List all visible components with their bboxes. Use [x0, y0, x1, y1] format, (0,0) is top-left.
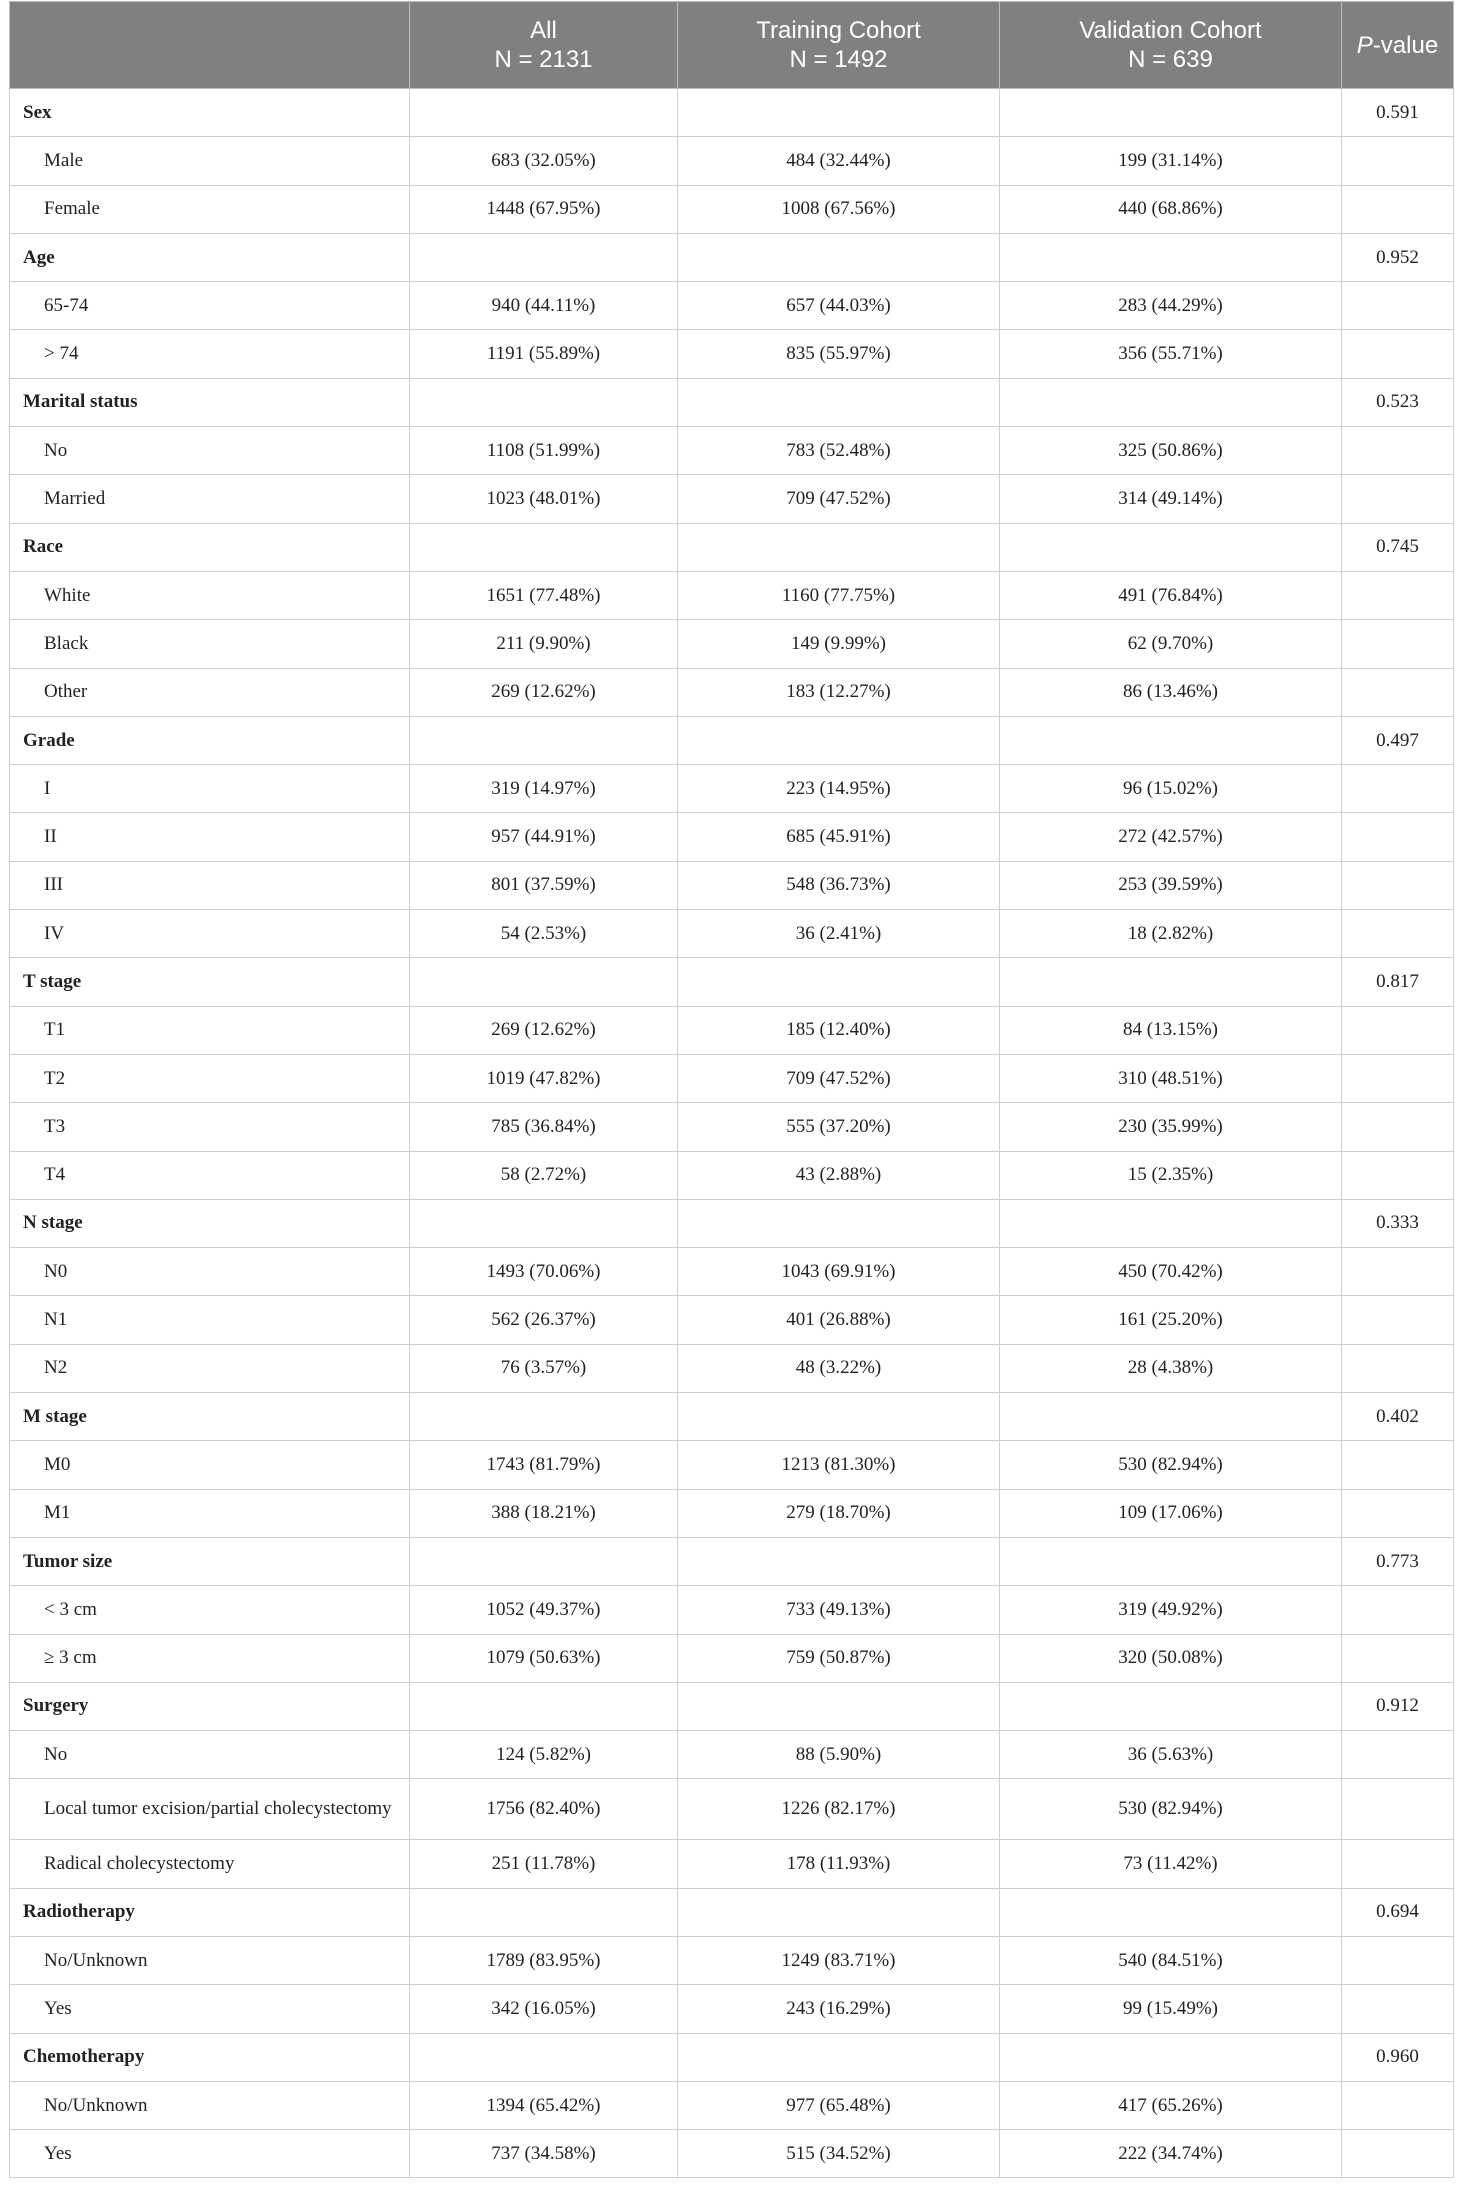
group-label: Radiotherapy: [10, 1888, 410, 1936]
cell-validation: 28 (4.38%): [1000, 1344, 1342, 1392]
cell-pvalue: 0.773: [1342, 1537, 1454, 1585]
table-row: [10, 2081, 1454, 2129]
cell-all: 1743 (81.79%): [410, 1441, 678, 1489]
table-row: [10, 910, 1454, 958]
cell-pvalue: [1342, 2081, 1454, 2129]
cell-pvalue: [1342, 1586, 1454, 1634]
table-row: [10, 620, 1454, 668]
cell-validation: 15 (2.35%): [1000, 1151, 1342, 1199]
cell-training: [678, 523, 1000, 571]
cell-training: 548 (36.73%): [678, 861, 1000, 909]
cell-validation: 222 (34.74%): [1000, 2130, 1342, 2178]
cell-training: [678, 1682, 1000, 1730]
cell-pvalue: [1342, 910, 1454, 958]
table-row: [10, 1103, 1454, 1151]
cell-validation: [1000, 233, 1342, 281]
cell-training: 401 (26.88%): [678, 1296, 1000, 1344]
cell-all: [410, 716, 678, 764]
table-row: [10, 1344, 1454, 1392]
cell-all: 211 (9.90%): [410, 620, 678, 668]
item-label: Other: [10, 668, 410, 716]
cell-pvalue: [1342, 1936, 1454, 1984]
cell-pvalue: [1342, 813, 1454, 861]
cell-training: 1160 (77.75%): [678, 571, 1000, 619]
item-label: M1: [10, 1489, 410, 1537]
cell-pvalue: [1342, 1779, 1454, 1840]
table-row: [10, 185, 1454, 233]
cell-all: 1023 (48.01%): [410, 475, 678, 523]
cell-all: 1651 (77.48%): [410, 571, 678, 619]
cell-validation: 18 (2.82%): [1000, 910, 1342, 958]
cell-training: 977 (65.48%): [678, 2081, 1000, 2129]
item-label: White: [10, 571, 410, 619]
cell-validation: 62 (9.70%): [1000, 620, 1342, 668]
group-label: M stage: [10, 1393, 410, 1441]
cell-validation: 230 (35.99%): [1000, 1103, 1342, 1151]
cell-all: [410, 1199, 678, 1247]
table-row: [10, 1489, 1454, 1537]
header-pvalue-rest: -value: [1372, 31, 1439, 59]
table-row: [10, 475, 1454, 523]
cell-all: 1394 (65.42%): [410, 2081, 678, 2129]
item-label: T1: [10, 1006, 410, 1054]
item-label: T4: [10, 1151, 410, 1199]
cell-all: 1019 (47.82%): [410, 1054, 678, 1102]
table-row: [10, 1248, 1454, 1296]
cell-pvalue: [1342, 1054, 1454, 1102]
cell-all: [410, 1888, 678, 1936]
cell-all: 1789 (83.95%): [410, 1936, 678, 1984]
table-row: [10, 1441, 1454, 1489]
cell-training: 709 (47.52%): [678, 475, 1000, 523]
item-label: Male: [10, 137, 410, 185]
cell-pvalue: [1342, 185, 1454, 233]
item-label: No/Unknown: [10, 1936, 410, 1984]
table-row: [10, 330, 1454, 378]
cell-all: 319 (14.97%): [410, 765, 678, 813]
table-row: [10, 282, 1454, 330]
table-row: [10, 1586, 1454, 1634]
table-row: [10, 1151, 1454, 1199]
table-row: [10, 1054, 1454, 1102]
cell-pvalue: [1342, 765, 1454, 813]
item-label: T2: [10, 1054, 410, 1102]
header-variable: [10, 2, 410, 89]
cell-training: [678, 89, 1000, 137]
cell-training: 709 (47.52%): [678, 1054, 1000, 1102]
cell-training: [678, 716, 1000, 764]
header-all-title: All: [530, 17, 557, 44]
cell-validation: [1000, 89, 1342, 137]
cell-training: 183 (12.27%): [678, 668, 1000, 716]
cell-all: [410, 233, 678, 281]
cell-training: [678, 958, 1000, 1006]
group-row: [10, 1393, 1454, 1441]
table-row: [10, 813, 1454, 861]
header-row: [10, 2, 1454, 89]
cell-validation: [1000, 958, 1342, 1006]
cell-validation: 491 (76.84%): [1000, 571, 1342, 619]
cell-all: [410, 523, 678, 571]
cell-pvalue: [1342, 620, 1454, 668]
group-label: Surgery: [10, 1682, 410, 1730]
cell-pvalue: 0.817: [1342, 958, 1454, 1006]
cell-training: 783 (52.48%): [678, 427, 1000, 475]
cell-pvalue: [1342, 137, 1454, 185]
table-row: [10, 765, 1454, 813]
cell-training: [678, 233, 1000, 281]
cell-training: 243 (16.29%): [678, 1985, 1000, 2033]
item-label: Yes: [10, 1985, 410, 2033]
group-label: T stage: [10, 958, 410, 1006]
cell-pvalue: 0.497: [1342, 716, 1454, 764]
cell-pvalue: 0.952: [1342, 233, 1454, 281]
cell-validation: 450 (70.42%): [1000, 1248, 1342, 1296]
cell-training: 1226 (82.17%): [678, 1779, 1000, 1840]
cell-validation: 530 (82.94%): [1000, 1779, 1342, 1840]
table-header: [10, 2, 1454, 89]
group-label: Sex: [10, 89, 410, 137]
cell-training: [678, 1393, 1000, 1441]
cell-all: 1448 (67.95%): [410, 185, 678, 233]
cell-all: 785 (36.84%): [410, 1103, 678, 1151]
group-label: Grade: [10, 716, 410, 764]
cell-pvalue: [1342, 1296, 1454, 1344]
table-row: [10, 1936, 1454, 1984]
item-label: IV: [10, 910, 410, 958]
cell-pvalue: 0.960: [1342, 2033, 1454, 2081]
cell-pvalue: [1342, 1840, 1454, 1888]
cell-all: 940 (44.11%): [410, 282, 678, 330]
group-row: [10, 378, 1454, 426]
cell-pvalue: [1342, 2130, 1454, 2178]
cohort-characteristics-table: [9, 1, 1454, 2178]
table-row: [10, 1006, 1454, 1054]
cell-training: 223 (14.95%): [678, 765, 1000, 813]
header-training-n: N = 1492: [789, 46, 888, 73]
cell-training: 484 (32.44%): [678, 137, 1000, 185]
cell-pvalue: [1342, 571, 1454, 619]
cell-training: [678, 378, 1000, 426]
cell-validation: 320 (50.08%): [1000, 1634, 1342, 1682]
cell-validation: 99 (15.49%): [1000, 1985, 1342, 2033]
cell-pvalue: 0.694: [1342, 1888, 1454, 1936]
table-row: [10, 2130, 1454, 2178]
table-row: [10, 1634, 1454, 1682]
item-label: Female: [10, 185, 410, 233]
cell-training: 36 (2.41%): [678, 910, 1000, 958]
cell-all: 124 (5.82%): [410, 1731, 678, 1779]
cell-pvalue: [1342, 1151, 1454, 1199]
cell-training: 1213 (81.30%): [678, 1441, 1000, 1489]
header-pvalue: [1342, 2, 1454, 89]
cell-pvalue: [1342, 475, 1454, 523]
cell-training: 178 (11.93%): [678, 1840, 1000, 1888]
group-label: Marital status: [10, 378, 410, 426]
item-label: 65-74: [10, 282, 410, 330]
group-row: [10, 233, 1454, 281]
cell-validation: [1000, 1888, 1342, 1936]
cell-validation: 84 (13.15%): [1000, 1006, 1342, 1054]
cell-all: 76 (3.57%): [410, 1344, 678, 1392]
group-label: Tumor size: [10, 1537, 410, 1585]
cell-all: 1756 (82.40%): [410, 1779, 678, 1840]
cell-all: 1052 (49.37%): [410, 1586, 678, 1634]
cell-pvalue: [1342, 668, 1454, 716]
cell-validation: 96 (15.02%): [1000, 765, 1342, 813]
table-row: [10, 137, 1454, 185]
cell-training: 1008 (67.56%): [678, 185, 1000, 233]
cell-training: 279 (18.70%): [678, 1489, 1000, 1537]
cell-validation: [1000, 378, 1342, 426]
header-pvalue-italic: P: [1356, 31, 1373, 59]
cell-all: [410, 1682, 678, 1730]
table-row: [10, 571, 1454, 619]
cell-pvalue: [1342, 1441, 1454, 1489]
group-row: [10, 958, 1454, 1006]
cell-training: 185 (12.40%): [678, 1006, 1000, 1054]
cell-validation: [1000, 1199, 1342, 1247]
cell-all: 269 (12.62%): [410, 668, 678, 716]
cell-all: 957 (44.91%): [410, 813, 678, 861]
cell-validation: 314 (49.14%): [1000, 475, 1342, 523]
cell-all: 801 (37.59%): [410, 861, 678, 909]
table-body: [10, 89, 1454, 2178]
cell-pvalue: [1342, 1985, 1454, 2033]
cell-all: 269 (12.62%): [410, 1006, 678, 1054]
item-label: No: [10, 1731, 410, 1779]
header-validation: [1000, 2, 1342, 89]
cell-validation: [1000, 1682, 1342, 1730]
item-label: Radical cholecystectomy: [10, 1840, 410, 1888]
cell-training: 48 (3.22%): [678, 1344, 1000, 1392]
group-label: Age: [10, 233, 410, 281]
cell-validation: 530 (82.94%): [1000, 1441, 1342, 1489]
table-row: [10, 861, 1454, 909]
cell-pvalue: [1342, 282, 1454, 330]
item-label: T3: [10, 1103, 410, 1151]
cell-training: [678, 1537, 1000, 1585]
cell-all: [410, 378, 678, 426]
item-label: N0: [10, 1248, 410, 1296]
cell-validation: 440 (68.86%): [1000, 185, 1342, 233]
cell-all: 1108 (51.99%): [410, 427, 678, 475]
cell-training: 657 (44.03%): [678, 282, 1000, 330]
cell-training: [678, 1888, 1000, 1936]
cell-all: 737 (34.58%): [410, 2130, 678, 2178]
cell-pvalue: 0.912: [1342, 1682, 1454, 1730]
cell-validation: 310 (48.51%): [1000, 1054, 1342, 1102]
cell-all: [410, 1393, 678, 1441]
item-label: Black: [10, 620, 410, 668]
cell-pvalue: [1342, 1489, 1454, 1537]
item-label: M0: [10, 1441, 410, 1489]
cell-training: 43 (2.88%): [678, 1151, 1000, 1199]
item-label: Local tumor excision/partial cholecystectomy: [10, 1779, 410, 1840]
cell-all: 683 (32.05%): [410, 137, 678, 185]
cell-validation: 86 (13.46%): [1000, 668, 1342, 716]
cell-validation: 540 (84.51%): [1000, 1936, 1342, 1984]
item-label: > 74: [10, 330, 410, 378]
cell-validation: 319 (49.92%): [1000, 1586, 1342, 1634]
item-label: N1: [10, 1296, 410, 1344]
item-label: ≥ 3 cm: [10, 1634, 410, 1682]
group-row: [10, 1537, 1454, 1585]
item-label: III: [10, 861, 410, 909]
table-row: [10, 1985, 1454, 2033]
cell-training: 88 (5.90%): [678, 1731, 1000, 1779]
cell-pvalue: 0.523: [1342, 378, 1454, 426]
cell-training: 515 (34.52%): [678, 2130, 1000, 2178]
cell-training: [678, 1199, 1000, 1247]
cell-pvalue: [1342, 1103, 1454, 1151]
group-row: [10, 1682, 1454, 1730]
group-row: [10, 1888, 1454, 1936]
cell-pvalue: 0.402: [1342, 1393, 1454, 1441]
cell-pvalue: [1342, 1731, 1454, 1779]
header-training-title: Training Cohort: [756, 17, 921, 44]
cell-all: [410, 89, 678, 137]
group-label: N stage: [10, 1199, 410, 1247]
group-row: [10, 1199, 1454, 1247]
cell-validation: 161 (25.20%): [1000, 1296, 1342, 1344]
cell-all: 388 (18.21%): [410, 1489, 678, 1537]
cell-training: 685 (45.91%): [678, 813, 1000, 861]
cell-training: 1249 (83.71%): [678, 1936, 1000, 1984]
cell-pvalue: [1342, 1248, 1454, 1296]
cell-all: [410, 1537, 678, 1585]
cell-all: 251 (11.78%): [410, 1840, 678, 1888]
cell-all: [410, 2033, 678, 2081]
cell-training: 555 (37.20%): [678, 1103, 1000, 1151]
cell-training: 759 (50.87%): [678, 1634, 1000, 1682]
table-row: [10, 1840, 1454, 1888]
item-label: < 3 cm: [10, 1586, 410, 1634]
table-row: [10, 668, 1454, 716]
group-row: [10, 2033, 1454, 2081]
table-row: [10, 1296, 1454, 1344]
cell-pvalue: 0.745: [1342, 523, 1454, 571]
cell-validation: 356 (55.71%): [1000, 330, 1342, 378]
cell-validation: 253 (39.59%): [1000, 861, 1342, 909]
cell-validation: 36 (5.63%): [1000, 1731, 1342, 1779]
cell-pvalue: [1342, 427, 1454, 475]
cell-validation: [1000, 716, 1342, 764]
item-label: Yes: [10, 2130, 410, 2178]
cell-validation: [1000, 2033, 1342, 2081]
header-validation-title: Validation Cohort: [1079, 17, 1262, 44]
group-row: [10, 89, 1454, 137]
header-all-n: N = 2131: [494, 46, 593, 73]
cell-all: 58 (2.72%): [410, 1151, 678, 1199]
cell-all: 1079 (50.63%): [410, 1634, 678, 1682]
table-row: [10, 1779, 1454, 1840]
cell-validation: [1000, 523, 1342, 571]
cell-validation: [1000, 1537, 1342, 1585]
group-row: [10, 523, 1454, 571]
cell-pvalue: [1342, 861, 1454, 909]
cell-pvalue: [1342, 330, 1454, 378]
cell-pvalue: 0.591: [1342, 89, 1454, 137]
cell-pvalue: 0.333: [1342, 1199, 1454, 1247]
cell-all: 562 (26.37%): [410, 1296, 678, 1344]
header-all: [410, 2, 678, 89]
table-row: [10, 427, 1454, 475]
group-label: Chemotherapy: [10, 2033, 410, 2081]
item-label: N2: [10, 1344, 410, 1392]
group-row: [10, 716, 1454, 764]
cell-pvalue: [1342, 1006, 1454, 1054]
item-label: No/Unknown: [10, 2081, 410, 2129]
cell-training: [678, 2033, 1000, 2081]
cell-all: [410, 958, 678, 1006]
item-label: II: [10, 813, 410, 861]
cell-training: 149 (9.99%): [678, 620, 1000, 668]
cell-all: 54 (2.53%): [410, 910, 678, 958]
cell-validation: 272 (42.57%): [1000, 813, 1342, 861]
cell-pvalue: [1342, 1344, 1454, 1392]
item-label: Married: [10, 475, 410, 523]
cell-all: 1493 (70.06%): [410, 1248, 678, 1296]
cell-pvalue: [1342, 1634, 1454, 1682]
cell-validation: 199 (31.14%): [1000, 137, 1342, 185]
group-label: Race: [10, 523, 410, 571]
cell-validation: 283 (44.29%): [1000, 282, 1342, 330]
cell-training: 733 (49.13%): [678, 1586, 1000, 1634]
item-label: I: [10, 765, 410, 813]
header-validation-n: N = 639: [1128, 46, 1213, 73]
cell-validation: 109 (17.06%): [1000, 1489, 1342, 1537]
cell-all: 1191 (55.89%): [410, 330, 678, 378]
cell-validation: 73 (11.42%): [1000, 1840, 1342, 1888]
cell-training: 835 (55.97%): [678, 330, 1000, 378]
cell-validation: [1000, 1393, 1342, 1441]
cell-all: 342 (16.05%): [410, 1985, 678, 2033]
cell-validation: 325 (50.86%): [1000, 427, 1342, 475]
cell-validation: 417 (65.26%): [1000, 2081, 1342, 2129]
item-label: No: [10, 427, 410, 475]
table-row: [10, 1731, 1454, 1779]
header-training: [678, 2, 1000, 89]
cell-training: 1043 (69.91%): [678, 1248, 1000, 1296]
